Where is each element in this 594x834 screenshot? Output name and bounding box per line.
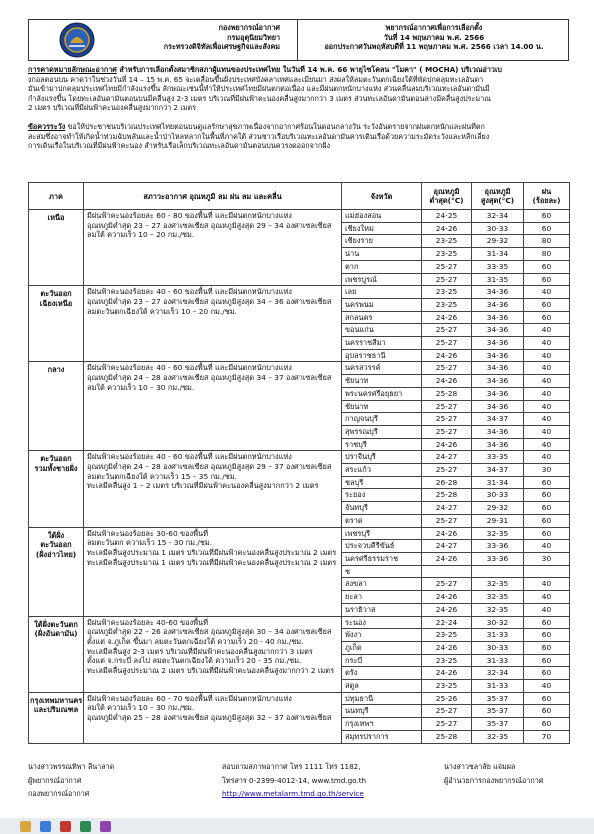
forecast-line: สำหรับการเลือกตั้งสมาชิกสภาผู้แทนของประเทศไทย ในวันที่ 14 พ.ค. 66 พายุไซโคลน "โมคา" ( MOCHA) บริเวณอ่าวเบ [116, 65, 502, 74]
max-temp-cell: 34-36 [472, 375, 524, 388]
region-name: ตะวันออก รวมทั้งชายฝั่ง [29, 451, 84, 527]
province-cell: กระบี่ [342, 654, 422, 667]
min-temp-cell: 25-27 [422, 425, 472, 438]
header-right-line: วันที่ 14 พฤษภาคม พ.ศ. 2566 [383, 32, 485, 42]
province-cell: จันทบุรี [342, 502, 422, 515]
min-temp-cell: 24-27 [422, 502, 472, 515]
app-icon[interactable] [100, 821, 111, 832]
province-cell: ระนอง [342, 616, 422, 629]
caution-paragraph [28, 122, 573, 151]
rain-cell: 60 [524, 489, 570, 502]
condition-line: อุณหภูมิต่ำสุด 23 – 27 องศาเซลเซียส อุณหภูมิสูงสุด 29 – 34 องศาเซลเซียส [87, 220, 332, 230]
province-cell: ช [342, 565, 422, 578]
province-cell: สงขลา [342, 578, 422, 591]
min-temp-cell: 24-27 [422, 540, 472, 553]
province-cell: สุพรรณบุรี [342, 425, 422, 438]
table-row [29, 362, 570, 375]
province-cell: กรุงเทพฯ [342, 718, 422, 731]
min-temp-cell: 25-27 [422, 718, 472, 731]
max-temp-cell: 35-37 [472, 692, 524, 705]
province-cell: ประจวบคีรีขันธ์ [342, 540, 422, 553]
footer-left-line: กองพยากรณ์อากาศ [28, 789, 90, 799]
province-cell: ระยอง [342, 489, 422, 502]
min-temp-cell: 25-28 [422, 387, 472, 400]
province-cell: นครพนม [342, 298, 422, 311]
province-cell: ตาก [342, 260, 422, 273]
max-temp-cell: 34-36 [472, 387, 524, 400]
condition-line: ลมตะวันตกเฉียงใต้ ความเร็ว 15 – 35 กม./ชม. [87, 471, 237, 481]
min-temp-cell: 25-27 [422, 464, 472, 477]
condition-line: ทะเลมีคลื่นสูงประมาณ 1 เมตร บริเวณที่มีฝนฟ้าคะนองคลื่นสูงประมาณ 2 เมตร [87, 557, 337, 567]
province-cell: ชลบุรี [342, 476, 422, 489]
max-temp-cell: 30-33 [472, 641, 524, 654]
region-conditions [84, 210, 342, 286]
rain-cell: 40 [524, 425, 570, 438]
condition-line: มีฝนฟ้าคะนองร้อยละ 60 - 80 ของพื้นที่ และมีฝนตกหนักบางแห่ง [87, 211, 292, 220]
min-temp-cell [422, 565, 472, 578]
max-temp-cell: 34-36 [472, 311, 524, 324]
max-temp-cell: 32-35 [472, 603, 524, 616]
min-temp-cell: 23-25 [422, 654, 472, 667]
condition-line: มีฝนฟ้าคะนองร้อยละ 40 - 60 ของพื้นที่ และมีฝนตกหนักบางแห่ง [87, 287, 292, 297]
header-left-line: กระทรวงดิจิทัลเพื่อเศรษฐกิจและสังคม [163, 42, 280, 52]
max-temp-cell: 32-35 [472, 527, 524, 540]
province-cell: เพชรบุรี [342, 527, 422, 540]
province-cell: สระแก้ว [342, 464, 422, 477]
rain-cell: 60 [524, 641, 570, 654]
province-cell: เลย [342, 286, 422, 299]
province-cell: นครราชสีมา [342, 337, 422, 350]
footer-fax: โทรสาร 0-2399-4012-14, www.tmd.go.th [222, 775, 367, 785]
rain-cell: 40 [524, 337, 570, 350]
caution-line: ขอให้ประชาชนบริเวณประเทศไทยตอนบนดูแลรักษาสุขภาพเนื่องจากอากาศร้อนในตอนกลางวัน ระวังอันตรายจากฝนตกหนักและฝนที่ตก [65, 122, 485, 131]
min-temp-cell: 24-27 [422, 451, 472, 464]
rain-cell: 40 [524, 324, 570, 337]
min-temp-cell: 23-25 [422, 235, 472, 248]
min-temp-cell: 24-26 [422, 641, 472, 654]
rain-cell: 40 [524, 680, 570, 693]
province-cell: สกลนคร [342, 311, 422, 324]
max-temp-cell: 33-36 [472, 552, 524, 565]
max-temp-cell: 34-36 [472, 400, 524, 413]
table-body [29, 210, 570, 744]
min-temp-cell: 25-28 [422, 730, 472, 743]
province-cell: สตูล [342, 680, 422, 693]
folder-icon[interactable] [20, 821, 31, 832]
province-cell: พระนครศรีอยุธยา [342, 387, 422, 400]
max-temp-cell: 34-36 [472, 349, 524, 362]
province-cell: ตราด [342, 514, 422, 527]
province-cell: พังงา [342, 629, 422, 642]
province-cell: เพชรบูรณ์ [342, 273, 422, 286]
col-header-conditions: สภาวะอากาศ อุณหภูมิ ลม ฝน ลม และคลื่น [84, 183, 342, 210]
table-header-row [29, 183, 570, 210]
province-cell: นราธิวาส [342, 603, 422, 616]
province-cell: สมุทรปราการ [342, 730, 422, 743]
province-cell: ขอนแก่น [342, 324, 422, 337]
min-temp-cell: 24-26 [422, 591, 472, 604]
max-temp-cell: 29-32 [472, 502, 524, 515]
min-temp-cell: 23-25 [422, 680, 472, 693]
min-temp-cell: 23-25 [422, 629, 472, 642]
condition-line: อุณหภูมิต่ำสุด 22 – 26 องศาเซลเซียส อุณหภูมิสูงสุด 30 – 34 องศาเซลเซียส [87, 627, 332, 637]
rain-cell: 60 [524, 502, 570, 515]
rain-cell: 40 [524, 387, 570, 400]
region-conditions [84, 286, 342, 362]
region-name: กลาง [29, 362, 84, 451]
max-temp-cell: 34-36 [472, 362, 524, 375]
max-temp-cell: 32-35 [472, 578, 524, 591]
max-temp-cell: 32-35 [472, 591, 524, 604]
condition-line: อุณหภูมิต่ำสุด 23 – 27 องศาเซลเซียส อุณหภูมิสูงสุด 34 – 36 องศาเซลเซียส [87, 296, 332, 306]
table-row [29, 692, 570, 705]
max-temp-cell: 33-35 [472, 260, 524, 273]
province-cell: ชัยนาท [342, 375, 422, 388]
rain-cell: 40 [524, 362, 570, 375]
rain-cell: 60 [524, 705, 570, 718]
province-cell: ราชบุรี [342, 438, 422, 451]
condition-line: ตั้งแต่ จ.ภูเก็ต ขึ้นมา ลมตะวันตกเฉียงใต้ ความเร็ว 20 - 40 กม./ชม. [87, 636, 304, 646]
rain-cell: 60 [524, 210, 570, 223]
condition-line: อุณหภูมิต่ำสุด 24 – 28 องศาเซลเซียส อุณหภูมิสูงสุด 29 – 37 องศาเซลเซียส [87, 462, 332, 472]
max-temp-cell: 31-34 [472, 476, 524, 489]
rain-cell: 30 [524, 464, 570, 477]
rain-cell: 70 [524, 730, 570, 743]
condition-line: ตั้งแต่ จ.กระบี่ ลงไป ลมตะวันตกเฉียงใต้ ความเร็ว 20 - 35 กม./ชม. [87, 656, 302, 666]
min-temp-cell: 24-26 [422, 603, 472, 616]
region-conditions [84, 451, 342, 527]
footer-metalarm-link[interactable]: http://www.metalarm.tmd.go.th/service [222, 789, 364, 799]
footer-right-line: นางสาวชลาลัย แจ่มผล [444, 762, 516, 771]
rain-cell: 30 [524, 552, 570, 565]
province-cell: ภูเก็ต [342, 641, 422, 654]
rain-cell [524, 565, 570, 578]
max-temp-cell: 34-36 [472, 324, 524, 337]
rain-cell: 40 [524, 578, 570, 591]
rain-cell: 60 [524, 527, 570, 540]
condition-line: ทะเลมีคลื่นสูง 1 – 2 เมตร บริเวณที่มีฝนฟ้าคะนองคลื่นสูงมากกว่า 2 เมตร [87, 481, 319, 491]
min-temp-cell: 24-26 [422, 349, 472, 362]
footer-phone: สอบถามสภาพอากาศ โทร 1111 โทร 1182, [222, 762, 361, 771]
col-header-region: ภาค [29, 183, 84, 210]
min-temp-cell: 23-25 [422, 286, 472, 299]
max-temp-cell: 32-34 [472, 667, 524, 680]
max-temp-cell: 31-34 [472, 248, 524, 261]
caution-heading: ข้อควรระวัง [28, 122, 66, 131]
header-left-line: กรมอุตุนิยมวิทยา [227, 32, 280, 42]
rain-cell: 40 [524, 451, 570, 464]
header-left [120, 23, 280, 52]
rain-cell: 60 [524, 654, 570, 667]
min-temp-cell: 24-26 [422, 375, 472, 388]
rain-cell: 80 [524, 248, 570, 261]
province-cell: เชียงราย [342, 235, 422, 248]
province-cell: ชัยนาท [342, 400, 422, 413]
region-conditions [84, 692, 342, 743]
min-temp-cell: 25-27 [422, 578, 472, 591]
rain-cell: 40 [524, 603, 570, 616]
province-cell: แม่ฮ่องสอน [342, 210, 422, 223]
min-temp-cell: 25-26 [422, 692, 472, 705]
rain-cell: 60 [524, 629, 570, 642]
header-divider [297, 19, 298, 61]
rain-cell: 40 [524, 349, 570, 362]
condition-line: ทะเลมีคลื่นสูงประมาณ 1 เมตร บริเวณที่มีฝนฟ้าคะนองคลื่นสูงประมาณ 2 เมตร [87, 547, 337, 557]
min-temp-cell: 25-27 [422, 413, 472, 426]
min-temp-cell: 25-28 [422, 489, 472, 502]
forecast-line: งกอลตอนบน คาดว่าในช่วงวันที่ 14 – 15 พ.ค. 65 จะเคลื่อนขึ้นฝั่งประเทศบังคลาเทศและเมียนมา ส่งผลให้ลมตะวันตกเฉียงใต้ที่พัดปกคลุมทะเลอันดา [28, 74, 484, 84]
max-temp-cell: 34-36 [472, 438, 524, 451]
rain-cell: 60 [524, 260, 570, 273]
rain-cell: 40 [524, 400, 570, 413]
table-row [29, 286, 570, 299]
min-temp-cell: 23-25 [422, 248, 472, 261]
max-temp-cell: 30-33 [472, 222, 524, 235]
table-row [29, 451, 570, 464]
caution-line: การเดินเรือในบริเวณที่มีฝนฟ้าคะนอง สำหรับเรือเล็กบริเวณทะเลอันดามันตอนบนควรงดออกจากฝั่ง [28, 141, 330, 151]
min-temp-cell: 24-26 [422, 552, 472, 565]
region-conditions [84, 527, 342, 616]
forecast-heading: การคาดหมายลักษณะอากาศ [28, 65, 117, 74]
max-temp-cell: 30-32 [472, 616, 524, 629]
condition-line: มีฝนฟ้าคะนองร้อยละ 40-60 ของพื้นที่ [87, 617, 208, 627]
condition-line: ลมตะวันตก ความเร็ว 15 - 30 กม./ชม. [87, 538, 213, 548]
header-right-line: พยากรณ์อากาศเพื่อการเลือกตั้ง [385, 23, 483, 32]
condition-line: ลมใต้ ความเร็ว 10 – 30 กม./ชม. [87, 703, 195, 713]
condition-line: มีฝนฟ้าคะนองร้อยละ 40 - 60 ของพื้นที่ และมีฝนตกหนักบางแห่ง [87, 363, 292, 373]
footer-left-line: นางสาวพรรณทิพา ลีนาลาด [28, 762, 115, 771]
rain-cell: 40 [524, 286, 570, 299]
min-temp-cell: 25-27 [422, 362, 472, 375]
max-temp-cell: 35-37 [472, 705, 524, 718]
rain-cell: 60 [524, 667, 570, 680]
rain-cell: 60 [524, 273, 570, 286]
rain-cell: 60 [524, 222, 570, 235]
table-row [29, 527, 570, 540]
rain-cell: 60 [524, 616, 570, 629]
col-header-min-temp: อุณหภูมิ ต่ำสุด(°C) [422, 183, 472, 210]
province-cell: เชียงใหม่ [342, 222, 422, 235]
max-temp-cell: 32-35 [472, 730, 524, 743]
max-temp-cell: 29-31 [472, 514, 524, 527]
max-temp-cell: 34-36 [472, 425, 524, 438]
region-name: ตะวันออก เฉียงเหนือ [29, 286, 84, 362]
condition-line: อุณหภูมิต่ำสุด 24 – 28 องศาเซลเซียส อุณหภูมิสูงสุด 34 – 37 องศาเซลเซียส [87, 373, 332, 383]
min-temp-cell: 25-27 [422, 400, 472, 413]
condition-line: มีฝนฟ้าคะนองร้อยละ 60 - 70 ของพื้นที่ และมีฝนตกหนักบางแห่ง [87, 693, 292, 703]
province-cell: อุบลราชธานี [342, 349, 422, 362]
min-temp-cell: 26-28 [422, 476, 472, 489]
footer-left-line: ผู้พยากรณ์อากาศ [28, 775, 82, 785]
min-temp-cell: 22-24 [422, 616, 472, 629]
min-temp-cell: 25-27 [422, 273, 472, 286]
max-temp-cell: 30-33 [472, 489, 524, 502]
rain-cell: 40 [524, 591, 570, 604]
header-right-line: ออกประกาศวันพฤหัสบดีที่ 11 พฤษภาคม พ.ศ. 2566 เวลา 14.00 น. [324, 42, 544, 52]
max-temp-cell: 34-36 [472, 286, 524, 299]
max-temp-cell: 35-37 [472, 718, 524, 731]
col-header-province: จังหวัด [342, 183, 422, 210]
min-temp-cell: 25-27 [422, 324, 472, 337]
province-cell: กาญจนบุรี [342, 413, 422, 426]
max-temp-cell: 33-35 [472, 451, 524, 464]
caution-line: สะสมซึ่งอาจทำให้เกิดน้ำท่วมฉับพลันและน้ำป่าไหลหลากในพื้นที่ภาคใต้ ส่วนชาวเรือบริเวณทะเลอันดามันควรเดินเรือด้วยความระมัดระวังและหลีกเลี่ยง [28, 131, 490, 141]
footer-right-line: ผู้อำนวยการกองพยากรณ์อากาศ [444, 775, 544, 785]
region-name: กรุงเทพมหานคร และปริมณฑล [29, 692, 84, 743]
max-temp-cell: 34-37 [472, 464, 524, 477]
header-right [300, 23, 568, 52]
min-temp-cell: 25-27 [422, 260, 472, 273]
max-temp-cell: 29-32 [472, 235, 524, 248]
rain-cell: 40 [524, 438, 570, 451]
max-temp-cell: 34-37 [472, 413, 524, 426]
condition-line: ลมตะวันตกเฉียงใต้ ความเร็ว 10 – 20 กม./ชม. [87, 306, 237, 316]
col-header-rain: ฝน (ร้อยละ) [524, 183, 570, 210]
min-temp-cell: 25-27 [422, 337, 472, 350]
condition-line: มีฝนฟ้าคะนองร้อยละ 30-60 ของพื้นที่ [87, 528, 208, 538]
rain-cell: 80 [524, 235, 570, 248]
province-cell: ปทุมธานี [342, 692, 422, 705]
region-conditions [84, 362, 342, 451]
province-cell: นครสวรรค์ [342, 362, 422, 375]
region-conditions [84, 616, 342, 692]
min-temp-cell: 24-26 [422, 527, 472, 540]
region-name: ใต้ฝั่ง ตะวันออก (ฝั่งอ่าวไทย) [29, 527, 84, 616]
max-temp-cell: 31-33 [472, 680, 524, 693]
max-temp-cell: 31-33 [472, 629, 524, 642]
rain-cell: 60 [524, 298, 570, 311]
region-name: เหนือ [29, 210, 84, 286]
min-temp-cell: 23-25 [422, 298, 472, 311]
taskbar [0, 818, 594, 834]
min-temp-cell: 24-26 [422, 438, 472, 451]
app-icon[interactable] [60, 821, 71, 832]
rain-cell: 60 [524, 476, 570, 489]
max-temp-cell: 34-36 [472, 337, 524, 350]
table-row [29, 210, 570, 223]
province-cell: ปราจีนบุรี [342, 451, 422, 464]
min-temp-cell: 24-26 [422, 222, 472, 235]
min-temp-cell: 25-27 [422, 705, 472, 718]
rain-cell: 40 [524, 375, 570, 388]
max-temp-cell: 33-36 [472, 540, 524, 553]
forecast-line: มันเข้ามาปกคลุมประเทศไทยมีกำลังแรงขึ้น ลักษณะเช่นนี้ทำให้ประเทศไทยมีฝนตกต่อเนื่อง และมีฝนตกหนักบางแห่ง ส่วนคลื่นลมบริเวณทะเลอันดามันมี [28, 84, 490, 94]
forecast-table [28, 182, 570, 744]
rain-cell: 60 [524, 718, 570, 731]
min-temp-cell: 24-25 [422, 210, 472, 223]
footer-left [28, 762, 228, 799]
header-left-line: กองพยากรณ์อากาศ [218, 23, 280, 32]
province-cell: น่าน [342, 248, 422, 261]
app-icon[interactable] [40, 821, 51, 832]
max-temp-cell: 31-35 [472, 273, 524, 286]
province-cell: ยะลา [342, 591, 422, 604]
table-row [29, 616, 570, 629]
min-temp-cell: 24-26 [422, 667, 472, 680]
rain-cell: 60 [524, 311, 570, 324]
region-name: ใต้ฝั่งตะวันตก (ฝั่งอันดามัน) [29, 616, 84, 692]
min-temp-cell: 24-26 [422, 311, 472, 324]
forecast-line: กำลังแรงขึ้น โดยทะเลอันดามันตอนบนมีคลื่นสูง 2-3 เมตร บริเวณที่มีฝนฟ้าคะนองคลื่นสูงมากกว่า 3 เมตร ส่วนทะเลอันดามันตอนล่างมีคลื่นสูงประมาณ [28, 93, 491, 103]
condition-line: ทะเลมีคลื่นสูง 2-3 เมตร บริเวณที่มีฝนฟ้าคะนองคลื่นสูงมากกว่า 3 เมตร [87, 646, 313, 656]
rain-cell: 60 [524, 692, 570, 705]
footer-center [222, 762, 412, 799]
province-cell: ตรัง [342, 667, 422, 680]
rain-cell: 40 [524, 413, 570, 426]
min-temp-cell: 25-27 [422, 514, 472, 527]
rain-cell: 60 [524, 514, 570, 527]
forecast-line: 2 เมตร บริเวณที่มีฝนฟ้าคะนองคลื่นสูงมากกว่า 2 เมตร [28, 103, 197, 113]
max-temp-cell: 34-36 [472, 298, 524, 311]
rain-cell: 40 [524, 540, 570, 553]
footer-right [444, 762, 584, 785]
forecast-paragraph [28, 65, 573, 113]
condition-line: ลมใต้ ความเร็ว 10 – 30 กม./ชม. [87, 382, 195, 392]
condition-line: อุณหภูมิต่ำสุด 25 – 28 องศาเซลเซียส อุณหภูมิสูงสุด 32 – 37 องศาเซลเซียส [87, 713, 332, 723]
condition-line: มีฝนฟ้าคะนองร้อยละ 40 - 60 ของพื้นที่ และมีฝนตกหนักบางแห่ง [87, 452, 292, 462]
condition-line: ลมใต้ ความเร็ว 10 – 20 กม./ชม. [87, 230, 195, 240]
col-header-max-temp: อุณหภูมิ สูงสุด(°C) [472, 183, 524, 210]
condition-line: ทะเลมีคลื่นสูงประมาณ 2 เมตร บริเวณที่มีฝนฟ้าคะนองคลื่นสูงมากกว่า 2 เมตร [87, 666, 335, 676]
tmd-logo-icon [58, 21, 96, 59]
app-icon[interactable] [80, 821, 91, 832]
max-temp-cell: 32-34 [472, 210, 524, 223]
province-cell: นนทบุรี [342, 705, 422, 718]
max-temp-cell [472, 565, 524, 578]
max-temp-cell: 31-33 [472, 654, 524, 667]
province-cell: นครศรีธรรมราช [342, 552, 422, 565]
